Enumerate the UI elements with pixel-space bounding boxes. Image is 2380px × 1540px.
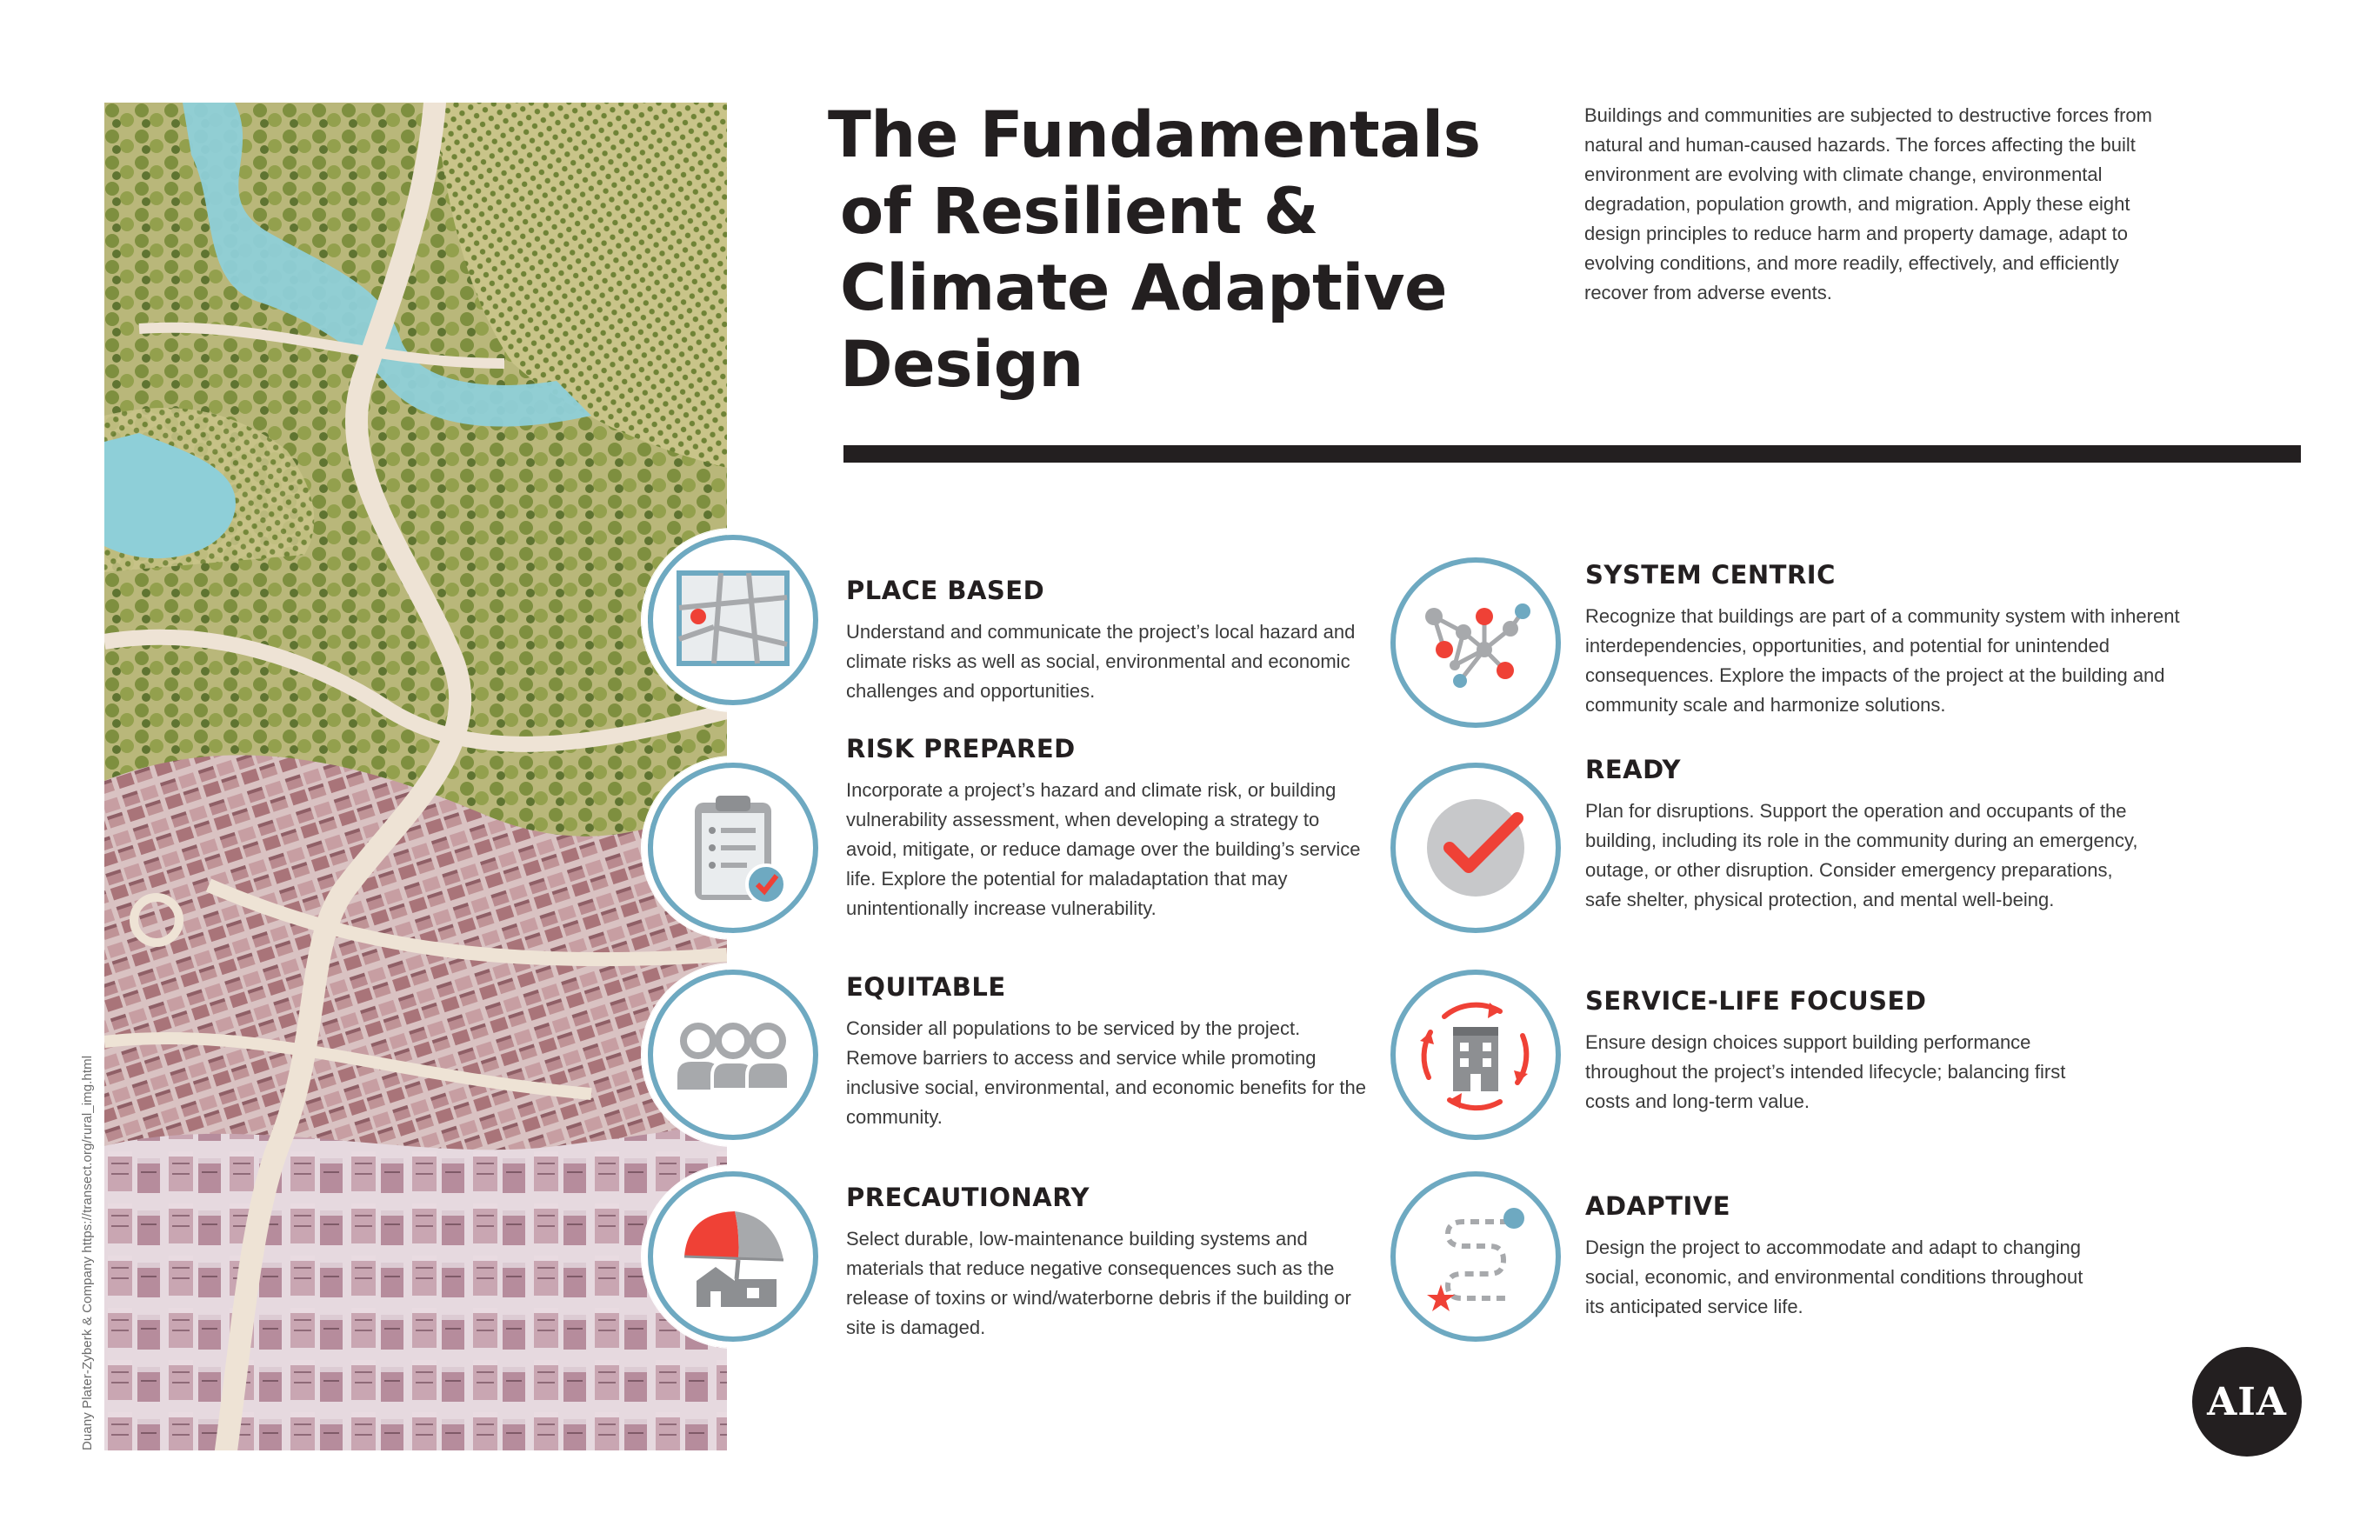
title-line: Design	[840, 328, 1083, 402]
principle-title: EQUITABLE	[846, 972, 1006, 1002]
principle-title: READY	[1585, 755, 1682, 784]
logo-text: AIA	[2207, 1379, 2287, 1424]
illustration-credit: Duany Plater-Zyberk & Company https://transect.org/rural_img.html	[80, 1055, 95, 1450]
checkmark-circle-icon	[1384, 757, 1567, 939]
title-line: Climate Adaptive	[840, 251, 1448, 325]
divider-rule	[843, 445, 2301, 463]
people-group-icon	[642, 963, 824, 1146]
aia-logo	[2192, 1347, 2302, 1457]
page-title	[828, 97, 1489, 403]
network-nodes-icon	[1384, 551, 1567, 734]
principle-body: Incorporate a project’s hazard and climate risk, or building vulnerability assessment, when developing a strategy to avoid, mitigate, or reduce damage over the building’s service life. Explore the potential for maladaptation that may unintentionally increase vulnerability.	[846, 779, 1361, 919]
building-cycle-icon	[1384, 963, 1567, 1146]
principle-body: Plan for disruptions. Support the operation and occupants of the building, including its role in the community during an emergency, outage, or other disruption. Consider emergency preparations, safe shelter, physical protection, and mental well-being.	[1585, 800, 2138, 910]
map-icon	[642, 529, 824, 711]
principle-title: SERVICE-LIFE FOCUSED	[1585, 986, 1927, 1016]
clipboard-check-icon	[642, 757, 824, 939]
principle-title: ADAPTIVE	[1585, 1191, 1731, 1221]
principle-body: Consider all populations to be serviced by the project. Remove barriers to access and service while promoting inclusive social, environmental, and economic benefits for the community.	[846, 1017, 1366, 1128]
aerial-town-illustration	[104, 103, 727, 1450]
umbrella-house-icon	[642, 1165, 824, 1348]
intro-paragraph: Buildings and communities are subjected to destructive forces from natural and human-caused hazards. The forces affecting the built environment are evolving with climate change, environmental degradation, population growth, and migration. Apply these eight design principles to reduce harm and property damage, adapt to evolving conditions, and more readily, effectively, and efficiently recover from adverse events.	[1584, 104, 2152, 303]
principle-body: Understand and communicate the project’s local hazard and climate risks as well as social, environmental and economic challenges and opportunities.	[846, 621, 1356, 702]
path-route-icon	[1384, 1165, 1567, 1348]
principle-body: Ensure design choices support building performance throughout the project’s intended lifecycle; balancing first costs and long-term value.	[1585, 1031, 2066, 1112]
title-line: of Resilient &	[840, 175, 1319, 249]
title-line: The Fundamentals	[828, 98, 1481, 172]
principle-title: RISK PREPARED	[846, 734, 1076, 763]
principle-title: SYSTEM CENTRIC	[1585, 560, 1836, 590]
principle-body: Design the project to accommodate and adapt to changing social, economic, and environmental conditions throughout its anticipated service life.	[1585, 1237, 2083, 1317]
principle-title: PRECAUTIONARY	[846, 1183, 1090, 1212]
principle-body: Select durable, low-maintenance building systems and materials that reduce negative consequences such as the release of toxins or wind/waterborne debris if the building or site is damaged.	[846, 1228, 1351, 1338]
principle-title: PLACE BASED	[846, 576, 1045, 605]
principle-body: Recognize that buildings are part of a community system with inherent interdependencies, opportunities, and potential for unintended consequences. Explore the impacts of the project at the building and community scale and harmonize solutions.	[1585, 605, 2180, 716]
